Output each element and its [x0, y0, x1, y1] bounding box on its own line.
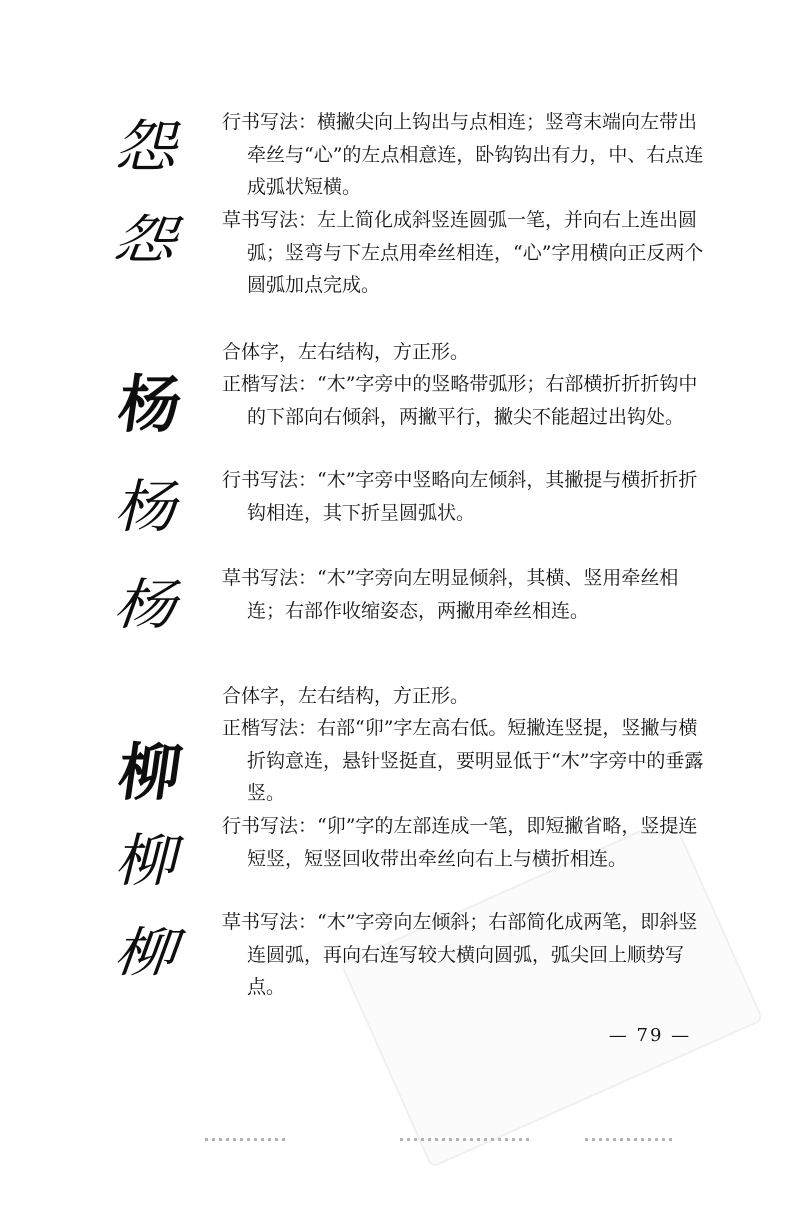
liu-regular-description: 正楷写法：右部“卯”字左高右低。短撇连竖提，竖撇与横折钩意连，悬针竖挺直，要明显低于“木”字旁中的垂露竖。	[222, 717, 704, 804]
liu-running-description: 行书写法：“卯”字的左部连成一笔，即短撇省略，竖提连短竖，短竖回收带出牵丝向右上与横折相连。	[222, 815, 698, 870]
yuan-running-description: 行书写法：横撇尖向上钩出与点相连；竖弯末端向左带出牵丝与“心”的左点相意连，卧钩钩出有力，中、右点连成弧状短横。	[222, 111, 704, 198]
yang-intro: 合体字，左右结构，方正形。	[222, 341, 470, 363]
liu-intro: 合体字，左右结构，方正形。	[222, 685, 470, 707]
glyph-yuan-running: 怨	[110, 112, 190, 181]
yang-running-description: 行书写法：“木”字旁中竖略向左倾斜，其撇提与横折折折钩相连，其下折呈圆弧状。	[222, 469, 698, 524]
yang-cursive-description: 草书写法：“木”字旁向左明显倾斜，其横、竖用牵丝相连；右部作收缩姿态，两撇用牵丝相连。	[222, 567, 679, 622]
liu-cursive-description: 草书写法：“木”字旁向左倾斜；右部简化成两笔，即斜竖连圆弧，再向右连写较大横向圆弧，弧尖回上顺势写点。	[222, 911, 698, 998]
glyph-yuan-cursive: 怨	[106, 208, 194, 271]
scan-artifact-line	[205, 1138, 285, 1141]
yang-regular-description: 正楷写法：“木”字旁中的竖略带弧形；右部横折折折钩中的下部向右倾斜，两撇平行，撇尖不能超过出钩处。	[222, 373, 698, 428]
scan-artifact-line	[585, 1138, 675, 1141]
glyph-liu-running: 柳	[110, 826, 190, 895]
glyph-yang-running: 杨	[110, 472, 190, 541]
yuan-cursive-description: 草书写法：左上简化成斜竖连圆弧一笔，并向右上连出圆弧；竖弯与下左点用牵丝相连，“心”字用横向正反两个圆弧加点完成。	[222, 209, 704, 296]
page-number: — 79 —	[608, 1025, 692, 1046]
glyph-yang-regular: 杨	[113, 368, 187, 441]
scan-artifact-line	[400, 1138, 530, 1141]
glyph-yang-cursive: 杨	[107, 572, 193, 637]
glyph-liu-cursive: 柳	[107, 921, 193, 984]
glyph-liu-regular: 柳	[113, 736, 187, 809]
